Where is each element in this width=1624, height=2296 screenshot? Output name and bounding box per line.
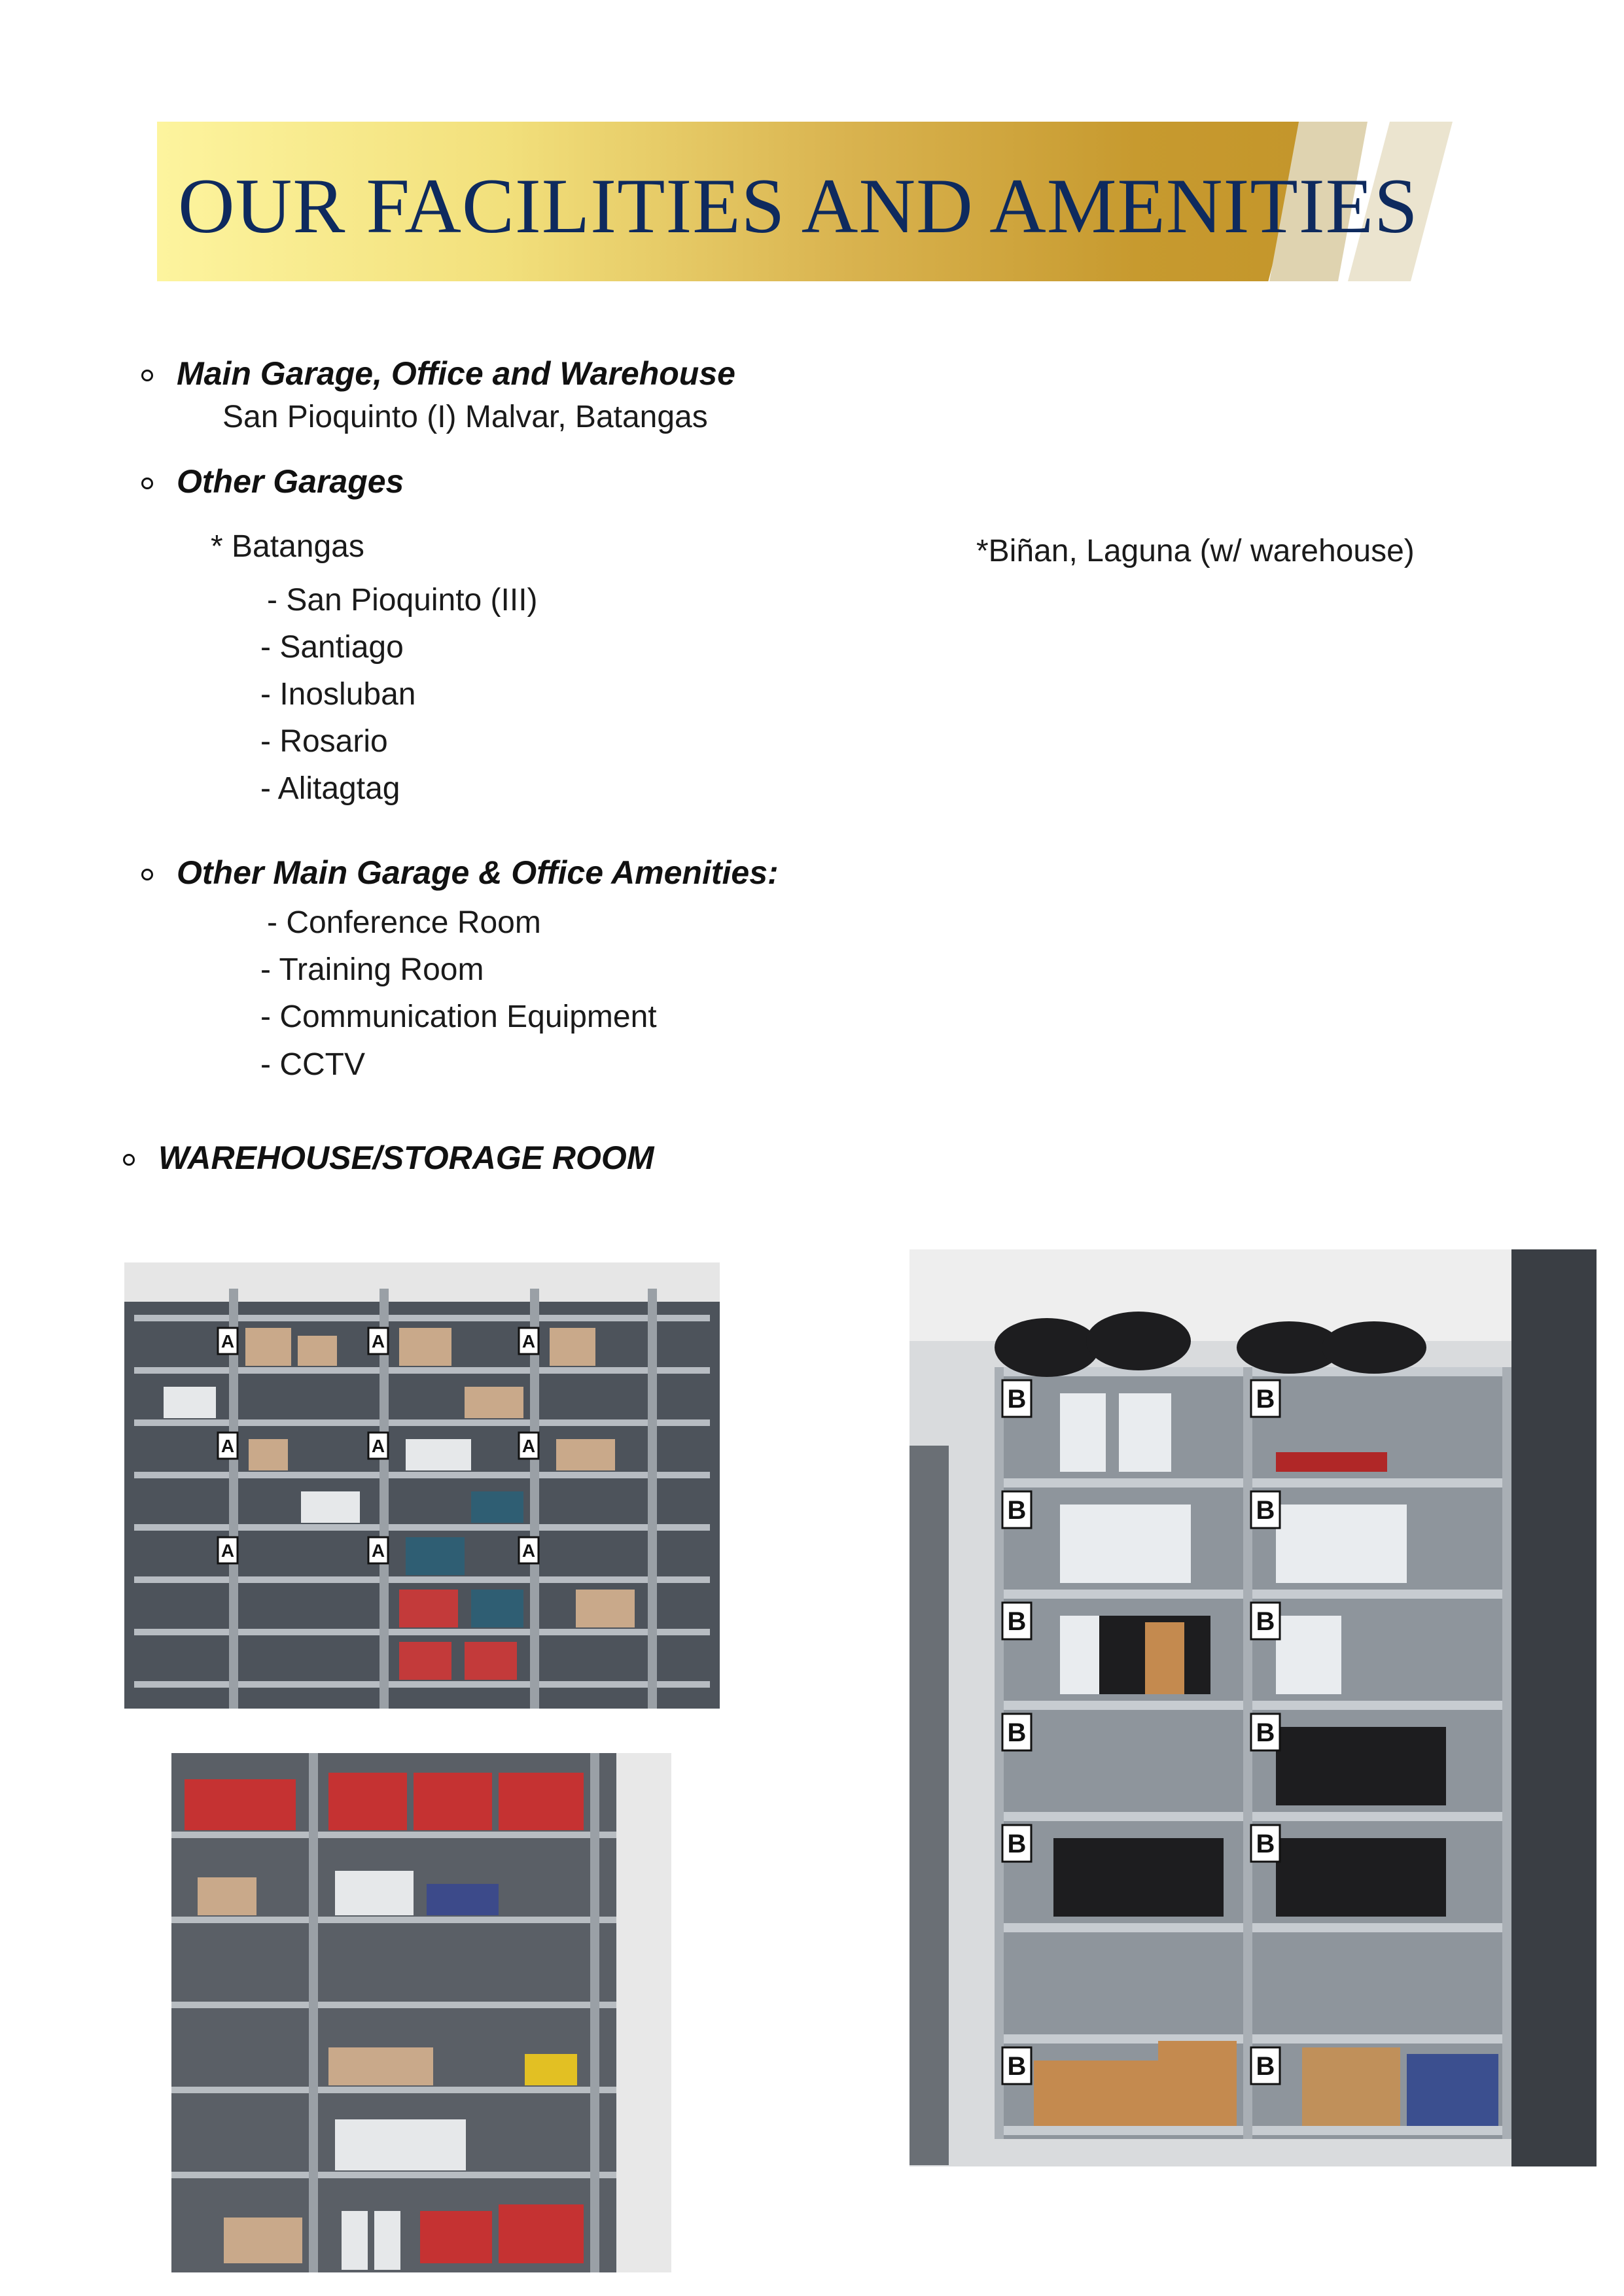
shelf-label: B: [1256, 1607, 1275, 1636]
shelf-label: B: [1256, 1385, 1275, 1414]
shelf-label: A: [371, 1540, 385, 1561]
shelf-label: A: [521, 1436, 536, 1456]
shelf-label: A: [371, 1436, 385, 1456]
amenity-list-item: - CCTV: [260, 1047, 365, 1082]
shelf-label: A: [221, 1436, 235, 1456]
shelves-a-illustration: [124, 1262, 720, 1709]
section-heading-warehouse: WAREHOUSE/STORAGE ROOM: [158, 1139, 654, 1176]
section-heading-amenities: Other Main Garage & Office Amenities:: [177, 854, 779, 891]
warehouse-photo-shelves-b: [909, 1249, 1597, 2166]
shelf-label: A: [371, 1331, 385, 1351]
garage-list-item: - San Pioquinto (III): [267, 583, 538, 617]
shelf-label: A: [221, 1540, 235, 1561]
shelf-label: B: [1007, 1385, 1027, 1414]
warehouse-photo-shelves-a: [124, 1262, 720, 1709]
amenity-list-item: - Communication Equipment: [260, 1000, 657, 1034]
amenity-list-item: - Training Room: [260, 952, 484, 987]
shelf-label: B: [1007, 1607, 1027, 1636]
shelf-label: A: [521, 1540, 536, 1561]
shelf-label: B: [1007, 1718, 1027, 1747]
shelf-label: B: [1256, 1718, 1275, 1747]
laguna-label: *Biñan, Laguna (w/ warehouse): [976, 534, 1415, 568]
shelf-label: B: [1256, 2052, 1275, 2081]
batangas-label: * Batangas: [211, 529, 364, 564]
garage-list-item: - Santiago: [260, 630, 404, 665]
bullet-icon: [141, 370, 153, 381]
shelf-label: B: [1007, 1830, 1027, 1858]
garage-list-item: - Rosario: [260, 724, 388, 759]
bullet-icon: [141, 478, 153, 489]
shelves-b-illustration: [909, 1249, 1597, 2166]
section-heading-main: Main Garage, Office and Warehouse: [177, 355, 735, 392]
shelf-label: B: [1256, 1830, 1275, 1858]
garage-list-item: - Alitagtag: [260, 771, 400, 806]
page-title: OUR FACILITIES AND AMENITIES: [178, 162, 1419, 249]
shelf-label: A: [221, 1331, 235, 1351]
shelf-label: A: [521, 1331, 536, 1351]
main-address: San Pioquinto (I) Malvar, Batangas: [222, 400, 708, 434]
bullet-icon: [141, 869, 153, 880]
garage-list-item: - Inosluban: [260, 677, 416, 712]
amenity-list-item: - Conference Room: [267, 905, 541, 940]
shelf-label: B: [1007, 2052, 1027, 2081]
shelf-label: B: [1007, 1496, 1027, 1525]
shelf-label: B: [1256, 1496, 1275, 1525]
title-banner: [157, 122, 1453, 281]
section-heading-other-garages: Other Garages: [177, 463, 404, 500]
bullet-icon: [123, 1154, 135, 1166]
red-boxes-illustration: [171, 1753, 671, 2272]
warehouse-photo-red-boxes: [171, 1753, 671, 2272]
